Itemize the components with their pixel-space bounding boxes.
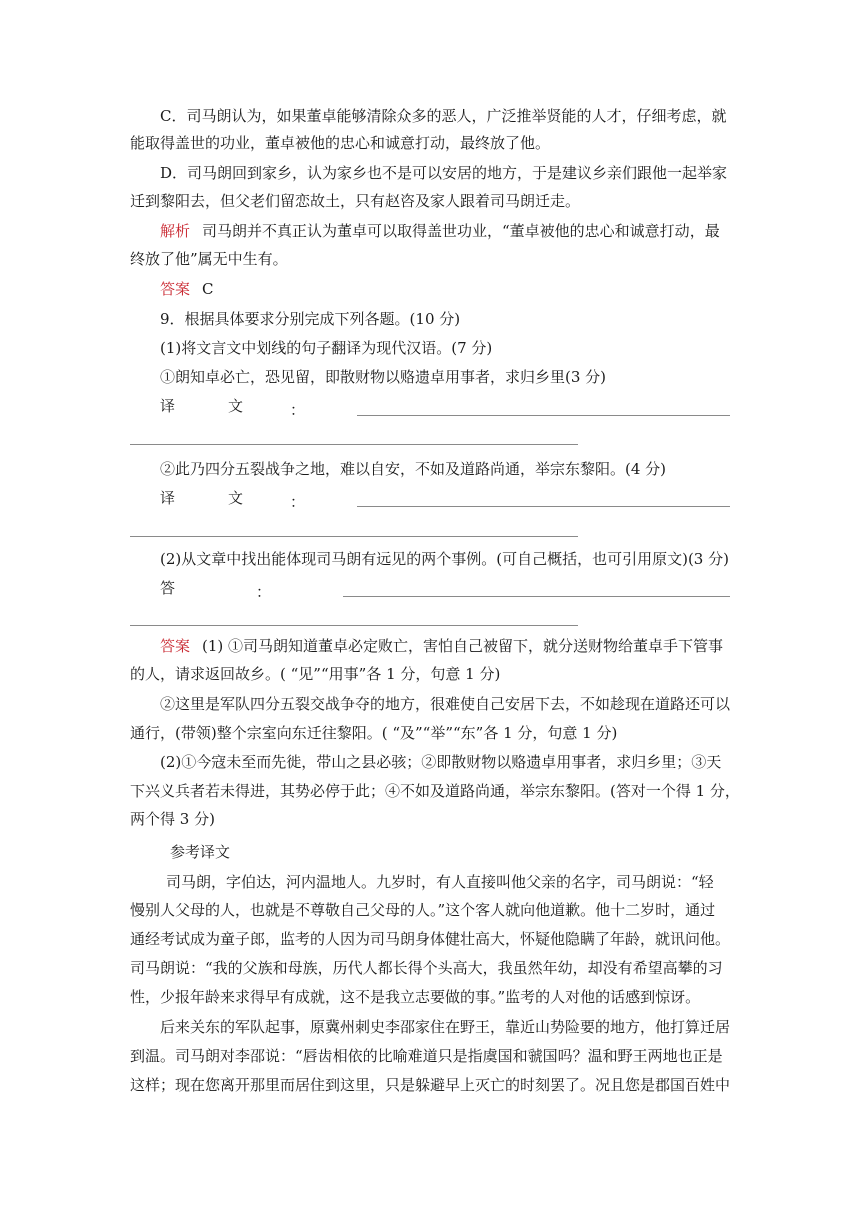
answer-9-text: (1) ①司马朗知道董卓必定败亡，害怕自己被留下，就分送财物给董卓手下管事: [202, 637, 724, 655]
translation-p1-line3: 通经考试成为童子郎，监考的人因为司马朗身体健壮高大，怀疑他隐瞒了年龄，就讯问他。: [130, 930, 731, 948]
analysis-text: 司马朗并不真正认为董卓可以取得盖世功业，“董卓被他的忠心和诚意打动，最: [202, 222, 720, 240]
translation-colon: ：: [290, 493, 306, 511]
translation-p2-line1: 后来关东的军队起事，原冀州刺史李邵家住在野王，靠近山势险要的地方，他打算迁居: [160, 1018, 731, 1036]
answer-8-value: C: [202, 280, 214, 298]
answer-9-label: 答案: [160, 637, 191, 655]
translation-p2-line3: 这样；现在您离开那里而居住到这里，只是躲避早上灭亡的时刻罢了。况且您是郡国百姓中: [130, 1076, 731, 1094]
answer-blank-line[interactable]: [357, 415, 730, 416]
answer-9-line1: [160, 636, 730, 656]
answer-9-line3: ②这里是军队四分五裂交战争夺的地方，很难使自己安居下去，不如趁现在道路还可以: [160, 695, 731, 713]
analysis-line2: 终放了他”属无中生有。: [130, 250, 288, 268]
translation-colon: ：: [290, 401, 306, 419]
answer-9-line7: 两个得 3 分): [130, 810, 215, 828]
answer-blank-line[interactable]: [130, 625, 578, 626]
option-d-line2: 迁到黎阳去，但父老们留恋故土，只有赵咨及家人跟着司马朗迁走。: [130, 192, 581, 210]
answer-9-line4: 通行，(带领)整个宗室向东迁往黎阳。( “及”“举”“东”各 1 分，句意 1 分): [130, 724, 618, 742]
translation-p1-line5: 性，少报年龄来求得早有成就，这不是我立志要做的事。”监考的人对他的话感到惊讶。: [130, 988, 701, 1006]
question-9-sub2: (2)从文章中找出能体现司马朗有远见的两个事例。(可自己概括，也可引用原文)(3 分): [160, 550, 729, 568]
answer-colon: ：: [256, 583, 272, 601]
translation-label-yi: 译: [160, 397, 176, 415]
translation-p1-line4: 司马朗说：“我的父族和母族，历代人都长得个头高大，我虽然年幼，却没有希望高攀的习: [130, 959, 723, 977]
answer-8: [160, 279, 730, 299]
question-9-stem: 9．根据具体要求分别完成下列各题。(10 分): [160, 310, 461, 328]
option-c-line2: 能取得盖世的功业，董卓被他的忠心和诚意打动，最终放了他。: [130, 134, 551, 152]
translation-label-yi: 译: [160, 489, 176, 507]
analysis-label: 解析: [160, 222, 191, 240]
option-d-line1: D．司马朗回到家乡，认为家乡也不是可以安居的地方，于是建议乡亲们跟他一起举家: [160, 164, 728, 182]
translation-label-wen: 文: [228, 489, 244, 507]
answer-9-line6: 下兴义兵者若未得进，其势必停于此；④不如及道路尚通，举宗东黎阳。(答对一个得 1 分，: [130, 782, 740, 800]
translation-label-wen: 文: [228, 397, 244, 415]
answer-blank-line[interactable]: [130, 536, 578, 537]
answer-blank-line[interactable]: [343, 596, 730, 597]
analysis-line1: [160, 221, 730, 241]
translation-p1-line2: 慢别人父母的人，也就是不尊敬自己父母的人。”这个客人就向他道歉。他十二岁时，通过: [130, 901, 716, 919]
answer-blank-line[interactable]: [130, 444, 578, 445]
translation-heading: 参考译文: [170, 843, 231, 861]
answer-9-line2: 的人，请求返回故乡。( “见”“用事”各 1 分，句意 1 分): [130, 665, 501, 683]
answer-blank-line[interactable]: [357, 506, 730, 507]
translation-p2-line2: 到温。司马朗对李邵说：“唇齿相依的比喻难道只是指虞国和虢国吗？温和野王两地也正是: [130, 1047, 723, 1065]
question-9-sub1: (1)将文言文中划线的句子翻译为现代汉语。(7 分): [160, 339, 493, 357]
option-c-line1: C．司马朗认为，如果董卓能够清除众多的恶人，广泛推举贤能的人才，仔细考虑，就: [160, 107, 727, 125]
answer-9-line5: (2)①今寇未至而先徙，带山之县必骇；②即散财物以赂遗卓用事者，求归乡里；③天: [160, 753, 722, 771]
answer-label-da: 答: [160, 579, 176, 597]
answer-8-label: 答案: [160, 280, 191, 298]
translation-p1-line1: 司马朗，字伯达，河内温地人。九岁时，有人直接叫他父亲的名字，司马朗说：“轻: [166, 873, 714, 891]
sentence-1: ①朗知卓必亡，恐见留，即散财物以赂遗卓用事者，求归乡里(3 分): [160, 368, 607, 386]
sentence-2: ②此乃四分五裂战争之地，难以自安，不如及道路尚通，举宗东黎阳。(4 分): [160, 460, 667, 478]
